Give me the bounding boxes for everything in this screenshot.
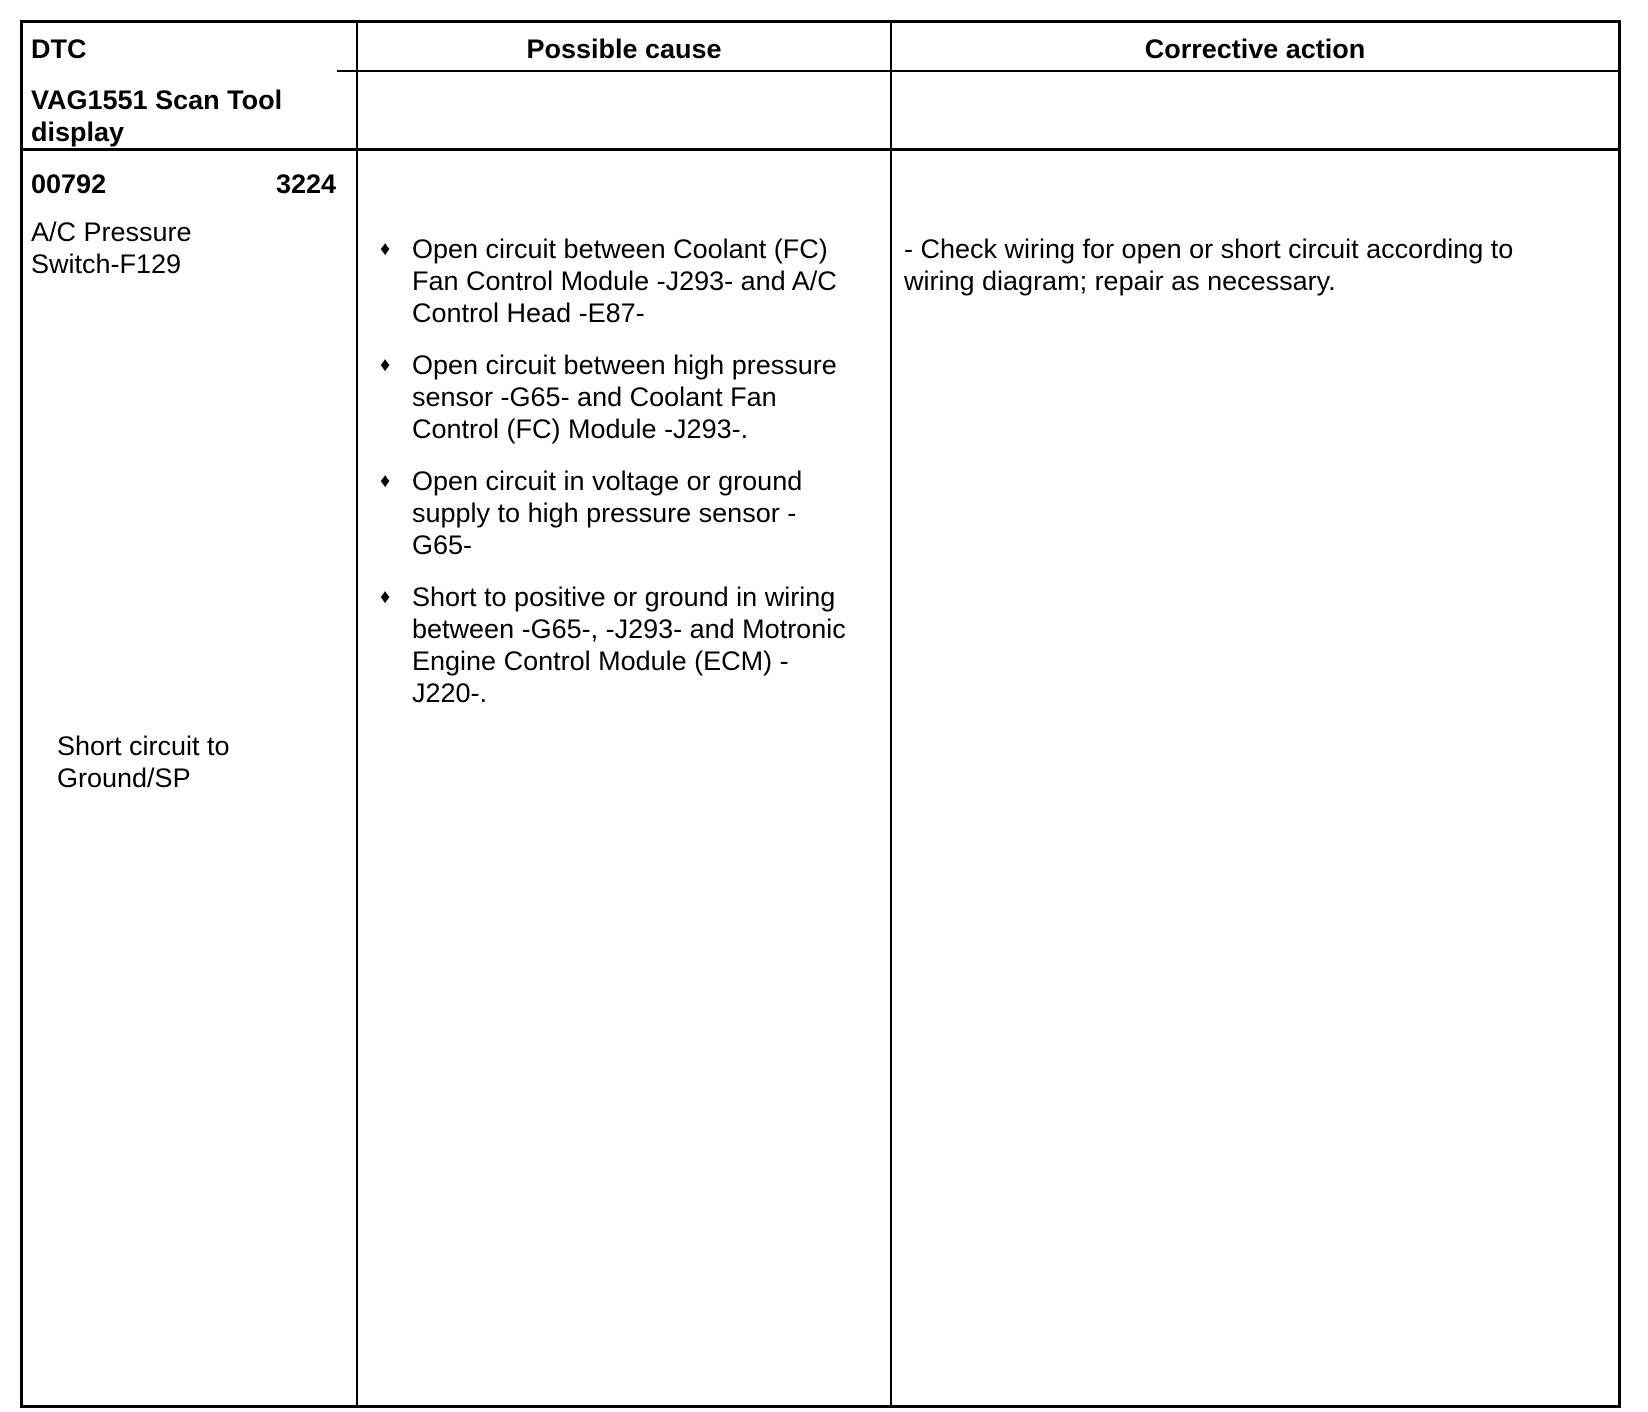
header-divider bbox=[337, 70, 1621, 72]
possible-cause-column-header: Possible cause bbox=[526, 34, 722, 64]
subheader-divider bbox=[20, 148, 1621, 151]
cause-line: Fan Control Module -J293- and A/C bbox=[412, 266, 837, 296]
dtc-code: 00792 bbox=[31, 169, 107, 199]
cause-line: Control (FC) Module -J293-. bbox=[412, 414, 749, 444]
possible-causes-list bbox=[380, 233, 880, 729]
table-top-border bbox=[20, 20, 1621, 23]
cause-line: Engine Control Module (ECM) - bbox=[412, 646, 789, 676]
cause-item bbox=[380, 581, 880, 709]
cause-line: G65- bbox=[412, 530, 473, 560]
diamond-bullet-icon: ♦ bbox=[380, 586, 391, 608]
cause-line: Open circuit between Coolant (FC) bbox=[412, 234, 828, 264]
component-name bbox=[31, 216, 192, 280]
table-left-border bbox=[20, 20, 23, 1408]
cause-line: supply to high pressure sensor - bbox=[412, 498, 797, 528]
scan-tool-display-line: VAG1551 Scan Tool bbox=[31, 85, 283, 115]
cause-line: J220-. bbox=[412, 678, 488, 708]
fault-type-line: Short circuit to bbox=[57, 731, 230, 761]
corrective-action-line: - Check wiring for open or short circuit according to bbox=[904, 234, 1514, 264]
diamond-bullet-icon: ♦ bbox=[380, 470, 391, 492]
table-bottom-border bbox=[20, 1405, 1621, 1408]
scan-tool-display-line: display bbox=[31, 117, 125, 147]
cause-line: Control Head -E87- bbox=[412, 298, 645, 328]
diamond-bullet-icon: ♦ bbox=[380, 354, 391, 376]
dtc-number: 3224 bbox=[276, 169, 337, 199]
corrective-action-line: wiring diagram; repair as necessary. bbox=[904, 266, 1336, 296]
component-name-line: Switch-F129 bbox=[31, 249, 182, 279]
corrective-action-column-header: Corrective action bbox=[1144, 34, 1366, 64]
dtc-column-header: DTC bbox=[31, 34, 87, 64]
cause-line: Open circuit in voltage or ground bbox=[412, 466, 803, 496]
cause-item bbox=[380, 349, 880, 445]
cause-line: between -G65-, -J293- and Motronic bbox=[412, 614, 846, 644]
cause-item bbox=[380, 465, 880, 561]
scan-tool-display-header bbox=[31, 84, 282, 148]
table-right-border bbox=[1618, 20, 1621, 1408]
fault-type-line: Ground/SP bbox=[57, 763, 191, 793]
diamond-bullet-icon: ♦ bbox=[380, 238, 391, 260]
cause-item bbox=[380, 233, 880, 329]
column-divider-1 bbox=[356, 20, 358, 1408]
corrective-action-text bbox=[904, 233, 1513, 297]
cause-line: sensor -G65- and Coolant Fan bbox=[412, 382, 777, 412]
cause-line: Short to positive or ground in wiring bbox=[412, 582, 836, 612]
cause-line: Open circuit between high pressure bbox=[412, 350, 837, 380]
column-divider-2 bbox=[890, 20, 892, 1408]
fault-type bbox=[57, 730, 230, 794]
component-name-line: A/C Pressure bbox=[31, 217, 192, 247]
